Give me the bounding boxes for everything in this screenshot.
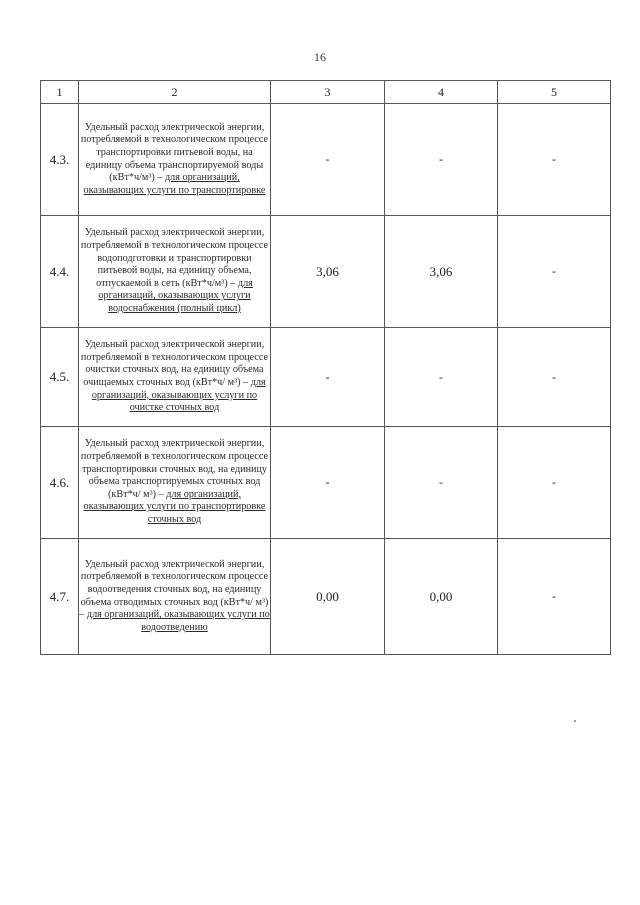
column-header: 3 (271, 81, 385, 104)
indicators-table (40, 80, 611, 655)
row-description (79, 328, 271, 427)
cell-col5: - (498, 328, 611, 427)
table-header-row (41, 81, 611, 104)
table-row (41, 104, 611, 216)
column-header: 4 (385, 81, 498, 104)
cell-col3: - (271, 104, 385, 216)
description-text: Удельный расход электрической энергии, потребляемой в технологическом процессе водоотведения сточных вод, на единицу объема отводимых сточных вод (кВт*ч/ м³) – (79, 558, 269, 621)
cell-col4: - (385, 427, 498, 539)
row-number: 4.3. (41, 104, 79, 216)
table-row (41, 216, 611, 328)
description-underlined: для организаций, оказывающих услуги по очистке сточных вод (91, 377, 266, 414)
row-number: 4.7. (41, 539, 79, 655)
cell-col5: - (498, 539, 611, 655)
column-header: 2 (79, 81, 271, 104)
description-underlined: для организаций, оказывающих услуги по транспортировке (83, 172, 266, 196)
column-header: 5 (498, 81, 611, 104)
column-header: 1 (41, 81, 79, 104)
row-number: 4.4. (41, 216, 79, 328)
cell-col3: 0,00 (271, 539, 385, 655)
row-number: 4.6. (41, 427, 79, 539)
description-text: Удельный расход электрической энергии, потребляемой в технологическом процессе транспортировки сточных вод, на единицу объема транспортируемых сточных вод (кВт*ч/ м³) – (80, 438, 269, 500)
cell-col4: - (385, 104, 498, 216)
page-number: 16 (314, 50, 326, 64)
row-description (79, 539, 271, 655)
row-description (79, 427, 271, 539)
cell-col4: 3,06 (385, 216, 498, 328)
table-row (41, 427, 611, 539)
row-description (79, 104, 271, 216)
scan-speck (574, 720, 576, 722)
description-text: Удельный расход электрической энергии, потребляемой в технологическом процессе очистки сточных вод, на единицу объема очищаемых сточных вод (кВт*ч/ м³) – (80, 339, 269, 388)
description-text: Удельный расход электрической энергии, потребляемой в технологическом процессе транспортировки питьевой воды, на единицу объема транспортируемой воды (кВт*ч/м³) – (80, 121, 269, 184)
table-row (41, 328, 611, 427)
cell-col4: 0,00 (385, 539, 498, 655)
cell-col5: - (498, 427, 611, 539)
cell-col5: - (498, 104, 611, 216)
description-underlined: для организаций, оказывающих услуги водоснабжения (полный цикл) (98, 277, 253, 314)
cell-col4: - (385, 328, 498, 427)
table-row (41, 539, 611, 655)
row-description (79, 216, 271, 328)
cell-col3: - (271, 328, 385, 427)
cell-col3: - (271, 427, 385, 539)
row-number: 4.5. (41, 328, 79, 427)
cell-col3: 3,06 (271, 216, 385, 328)
cell-col5: - (498, 216, 611, 328)
description-text: Удельный расход электрической энергии, потребляемой в технологическом процессе водоподготовки и транспортировки питьевой воды, на единицу объема, отпускаемой в сеть (кВт*ч/м³) – (80, 227, 269, 289)
description-underlined: для организаций, оказывающих услуги по водоотведению (86, 609, 270, 633)
description-underlined: для организаций, оказывающих услуги по транспортировке сточных вод (83, 488, 266, 525)
